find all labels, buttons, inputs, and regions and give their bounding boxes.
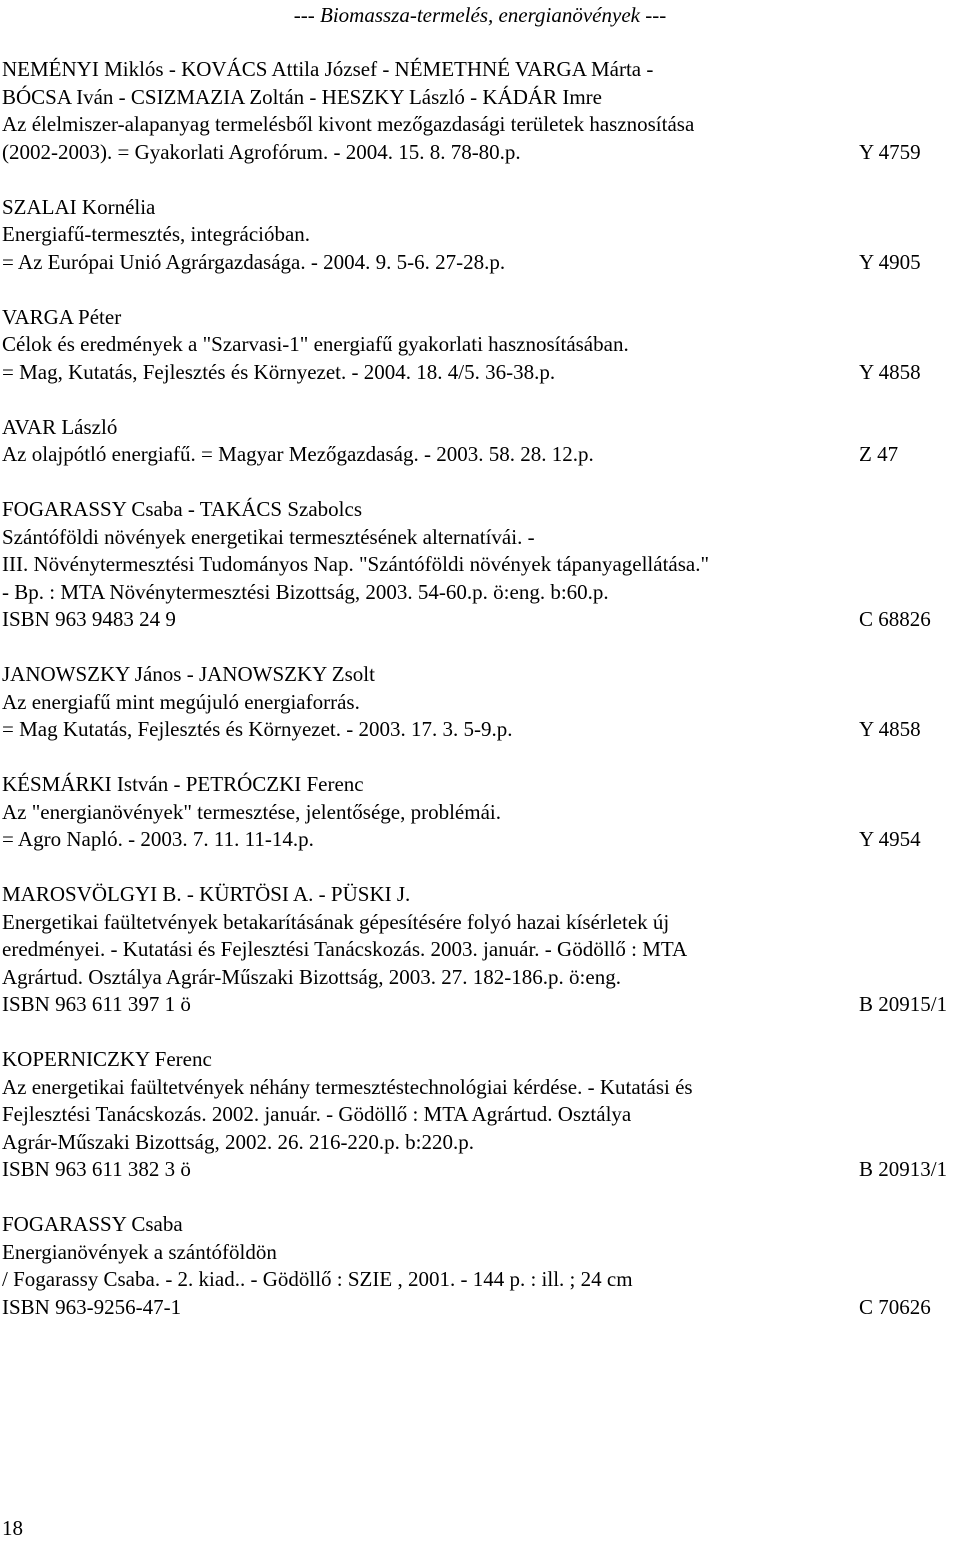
- entry-line: [2, 1046, 960, 1074]
- bibliography-entry: [2, 881, 960, 1019]
- entry-line: [2, 1266, 960, 1294]
- entry-line: [2, 771, 960, 799]
- entry-line: [2, 551, 960, 579]
- entry-text: Az energetikai faültetvények néhány termesztéstechnológiai kérdése. - Kutatási és: [2, 1074, 693, 1099]
- entry-text: III. Növénytermesztési Tudományos Nap. "Szántóföldi növények tápanyagellátása.": [2, 552, 710, 576]
- entry-line: [2, 661, 960, 689]
- shelf-code: Y 4954: [859, 827, 921, 851]
- entry-line: [2, 1211, 960, 1239]
- shelf-code: Y 4905: [859, 249, 921, 274]
- entry-text: KOPERNICZKY Ferenc: [2, 1047, 212, 1071]
- bibliography-list: [2, 56, 960, 1349]
- bibliography-entry: [2, 1211, 960, 1321]
- entry-text: = Az Európai Unió Agrárgazdasága. - 2004. 9. 5-6. 27-28.p.: [2, 249, 506, 274]
- entry-line: [2, 524, 960, 552]
- entry-line: [2, 1239, 960, 1267]
- entry-line: [2, 689, 960, 717]
- page-number: 18: [2, 1516, 23, 1540]
- page-header: --- Biomassza-termelés, energianövények ---: [293, 3, 667, 27]
- bibliography-entry: [2, 414, 960, 469]
- entry-text: Agrártud. Osztálya Agrár-Műszaki Bizottság, 2003. 27. 182-186.p. ö:eng.: [2, 964, 621, 989]
- entry-text: AVAR László: [2, 414, 118, 439]
- entry-text: = Mag, Kutatás, Fejlesztés és Környezet. - 2004. 18. 4/5. 36-38.p.: [2, 359, 556, 384]
- entry-text: SZALAI Kornélia: [2, 194, 156, 219]
- entry-text: Energiafű-termesztés, integrációban.: [2, 222, 311, 246]
- entry-line: [2, 826, 960, 854]
- entry-text: Célok és eredmények a "Szarvasi-1" energiafű gyakorlati hasznosításában.: [2, 332, 629, 356]
- entry-text: MAROSVÖLGYI B. - KÜRTÖSI A. - PÜSKI J.: [2, 882, 411, 906]
- entry-text: - Bp. : MTA Növénytermesztési Bizottság, 2003. 54-60.p. ö:eng. b:60.p.: [2, 579, 609, 604]
- bibliography-entry: [2, 1046, 960, 1184]
- entry-text: NEMÉNYI Miklós - KOVÁCS Attila József - NÉMETHNÉ VARGA Márta -: [2, 57, 654, 81]
- entry-line: [2, 579, 960, 607]
- entry-line: [2, 909, 960, 937]
- bibliography-entry: [2, 496, 960, 634]
- entry-line: [2, 221, 960, 249]
- entry-text: Energetikai faültetvények betakarításának gépesítésére folyó hazai kísérletek új: [2, 909, 670, 934]
- entry-line: [2, 111, 960, 139]
- bibliography-entry: [2, 661, 960, 744]
- entry-line: [2, 441, 960, 469]
- shelf-code: C 68826: [859, 607, 931, 631]
- shelf-code: B 20915/1: [859, 992, 948, 1016]
- entry-line: [2, 56, 960, 84]
- entry-text: Agrár-Műszaki Bizottság, 2002. 26. 216-220.p. b:220.p.: [2, 1129, 475, 1154]
- entry-line: [2, 304, 960, 332]
- entry-line: [2, 1294, 960, 1322]
- entry-text: FOGARASSY Csaba - TAKÁCS Szabolcs: [2, 497, 363, 521]
- shelf-code: Y 4858: [859, 717, 921, 741]
- entry-line: [2, 799, 960, 827]
- shelf-code: Y 4858: [859, 359, 921, 384]
- entry-text: Az olajpótló energiafű. = Magyar Mezőgazdaság. - 2003. 58. 28. 12.p.: [2, 442, 594, 466]
- entry-text: = Agro Napló. - 2003. 7. 11. 11-14.p.: [2, 827, 314, 851]
- entry-text: Szántóföldi növények energetikai termesztésének alternatívái. -: [2, 524, 535, 549]
- entry-text: ISBN 963-9256-47-1: [2, 1294, 182, 1319]
- entry-text: Fejlesztési Tanácskozás. 2002. január. - Gödöllő : MTA Agrártud. Osztálya: [2, 1102, 632, 1126]
- shelf-code: Y 4759: [859, 139, 921, 164]
- entry-text: (2002-2003). = Gyakorlati Agrofórum. - 2004. 15. 8. 78-80.p.: [2, 139, 521, 164]
- entry-line: [2, 606, 960, 634]
- bibliography-entry: [2, 304, 960, 387]
- entry-text: KÉSMÁRKI István - PETRÓCZKI Ferenc: [2, 772, 364, 796]
- entry-text: Az energiafű mint megújuló energiaforrás.: [2, 689, 360, 714]
- entry-text: Energianövények a szántóföldön: [2, 1239, 277, 1264]
- entry-text: BÓCSA Iván - CSIZMAZIA Zoltán - HESZKY László - KÁDÁR Imre: [2, 84, 602, 109]
- bibliography-entry: [2, 194, 960, 277]
- entry-text: Az "energianövények" termesztése, jelentősége, problémái.: [2, 799, 501, 824]
- entry-line: [2, 139, 960, 167]
- entry-text: VARGA Péter: [2, 304, 122, 329]
- entry-line: [2, 716, 960, 744]
- entry-line: [2, 331, 960, 359]
- entry-line: [2, 964, 960, 992]
- entry-line: [2, 1074, 960, 1102]
- entry-text: eredményei. - Kutatási és Fejlesztési Tanácskozás. 2003. január. - Gödöllő : MTA: [2, 937, 688, 961]
- entry-text: FOGARASSY Csaba: [2, 1212, 183, 1236]
- entry-line: [2, 881, 960, 909]
- shelf-code: B 20913/1: [859, 1157, 948, 1181]
- entry-text: / Fogarassy Csaba. - 2. kiad.. - Gödöllő : SZIE , 2001. - 144 p. : ill. ; 24 cm: [2, 1267, 633, 1291]
- entry-line: [2, 359, 960, 387]
- bibliography-entry: [2, 56, 960, 166]
- entry-line: [2, 84, 960, 112]
- entry-line: [2, 991, 960, 1019]
- entry-line: [2, 936, 960, 964]
- entry-line: [2, 1101, 960, 1129]
- entry-text: ISBN 963 9483 24 9: [2, 607, 176, 631]
- entry-text: ISBN 963 611 382 3 ö: [2, 1157, 191, 1181]
- bibliography-entry: [2, 771, 960, 854]
- entry-line: [2, 414, 960, 442]
- entry-line: [2, 249, 960, 277]
- entry-line: [2, 496, 960, 524]
- entry-line: [2, 1129, 960, 1157]
- entry-text: = Mag Kutatás, Fejlesztés és Környezet. - 2003. 17. 3. 5-9.p.: [2, 717, 513, 741]
- shelf-code: Z 47: [859, 442, 899, 466]
- entry-text: ISBN 963 611 397 1 ö: [2, 992, 191, 1016]
- shelf-code: C 70626: [859, 1294, 931, 1319]
- entry-line: [2, 1156, 960, 1184]
- entry-text: JANOWSZKY János - JANOWSZKY Zsolt: [2, 662, 375, 686]
- entry-text: Az élelmiszer-alapanyag termelésből kivont mezőgazdasági területek hasznosítása: [2, 112, 695, 136]
- entry-line: [2, 194, 960, 222]
